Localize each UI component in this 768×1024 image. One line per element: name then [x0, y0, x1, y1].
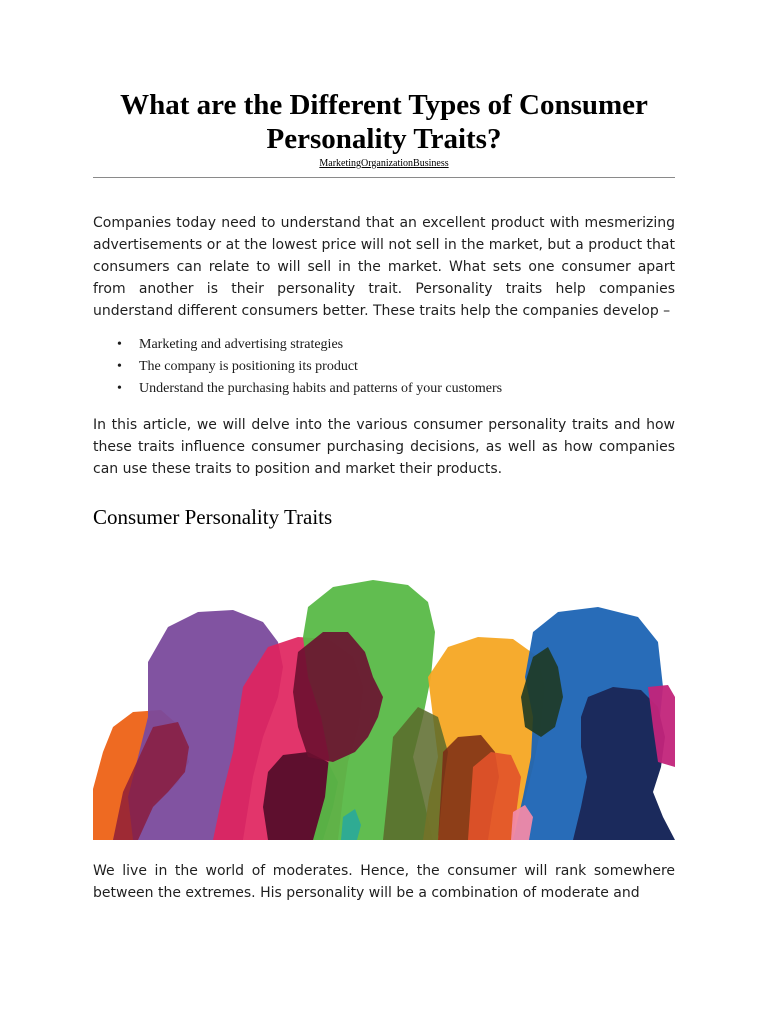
- list-item: • Marketing and advertising strategies: [139, 334, 675, 356]
- article-title: What are the Different Types of Consumer Personality Traits?: [120, 89, 648, 155]
- intro-paragraph: Companies today need to understand that an excellent product with mesmerizing advertisements or at the lowest price will not sell in the market, but a product that consumers can relate to will sell in the market. What sets one consumer apart from another is their personality trait. Personality traits help companies understand different consumers better. These traits help the companies develop –: [93, 215, 675, 319]
- tags-link[interactable]: MarketingOrganizationBusiness: [319, 158, 449, 169]
- document-page: [93, 0, 675, 530]
- bullet-list: [93, 334, 675, 400]
- section-heading: Consumer Personality Traits: [93, 505, 333, 529]
- body-paragraph: In this article, we will delve into the various consumer personality traits and how these traits influence consumer purchasing decisions, as well as how companies can use these traits to position and market their products.: [93, 417, 675, 477]
- silhouettes-svg: [93, 577, 675, 840]
- title-divider: [93, 177, 675, 178]
- silhouettes-illustration: [93, 577, 675, 840]
- article-tags: [93, 158, 675, 170]
- closing-paragraph: We live in the world of moderates. Hence, the consumer will rank somewhere between the extremes. His personality will be a combination of moderate and: [93, 863, 675, 901]
- list-item: • Understand the purchasing habits and patterns of your customers: [139, 378, 675, 400]
- list-item: • The company is positioning its product: [139, 356, 675, 378]
